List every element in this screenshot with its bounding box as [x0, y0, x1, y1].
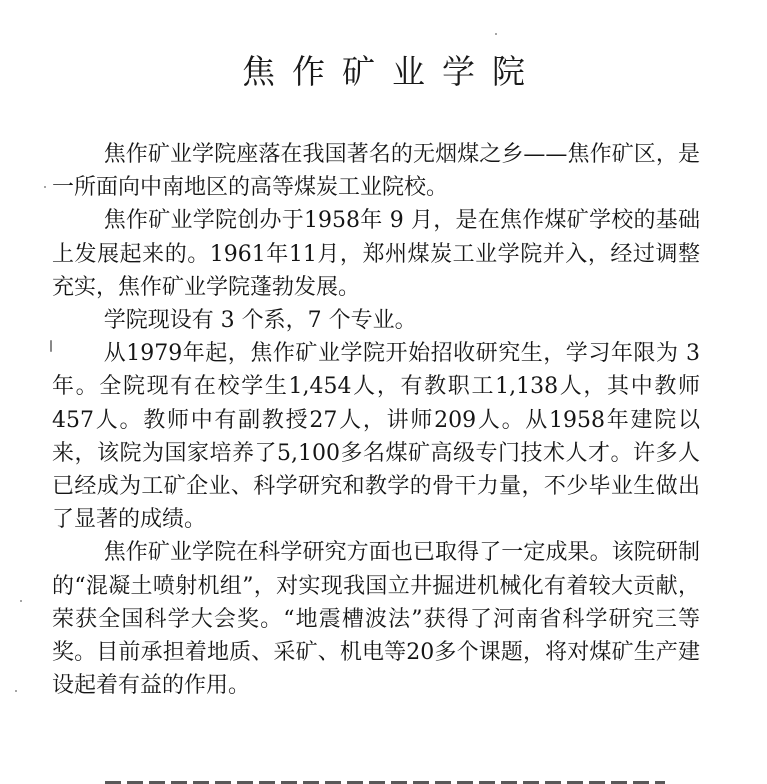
scan-speck: [50, 340, 52, 352]
scan-speck: [15, 690, 17, 692]
paragraph-departments: 学院现设有 3 个系，7 个专业。: [103, 308, 417, 334]
paragraph-students-staff: 从1979年起，焦作矿业学院开始招收研究生，学习年限为 3 年。全院现有在校学生1,454人，有教职工1,138人，其中教师457人。教师中有副教授27人，讲师209人。从1958年建院以来，该院为国家培养了5,100多名煤矿高级专门技术人才。许多人已经成为工矿企业、科学研究和教学的骨干力量，不少毕业生做出了显著的成绩。: [52, 341, 700, 533]
paragraph-history: 焦作矿业学院创办于1958年 9 月，是在焦作煤矿学校的基础上发展起来的。1961年11月，郑州煤炭工业学院并入，经过调整充实，焦作矿业学院蓬勃发展。: [52, 208, 700, 300]
document-body: [52, 138, 700, 702]
clipped-next-line: [105, 776, 665, 784]
paragraph-location: 焦作矿业学院座落在我国著名的无烟煤之乡——焦作矿区，是一所面向中南地区的高等煤炭工业院校。: [52, 142, 700, 201]
paragraph-research: 焦作矿业学院在科学研究方面也已取得了一定成果。该院研制的“混凝土喷射机组”，对实现我国立井掘进机械化有着较大贡献，荣获全国科学大会奖。“地震槽波法”获得了河南省科学研究三等奖。目前承担着地质、采矿、机电等20多个课题，将对煤矿生产建设起着有益的作用。: [52, 540, 700, 699]
scan-speck: [20, 600, 22, 602]
scan-speck: [44, 186, 46, 188]
scan-speck: [495, 33, 497, 35]
document-title: 焦作矿业学院: [242, 52, 542, 91]
